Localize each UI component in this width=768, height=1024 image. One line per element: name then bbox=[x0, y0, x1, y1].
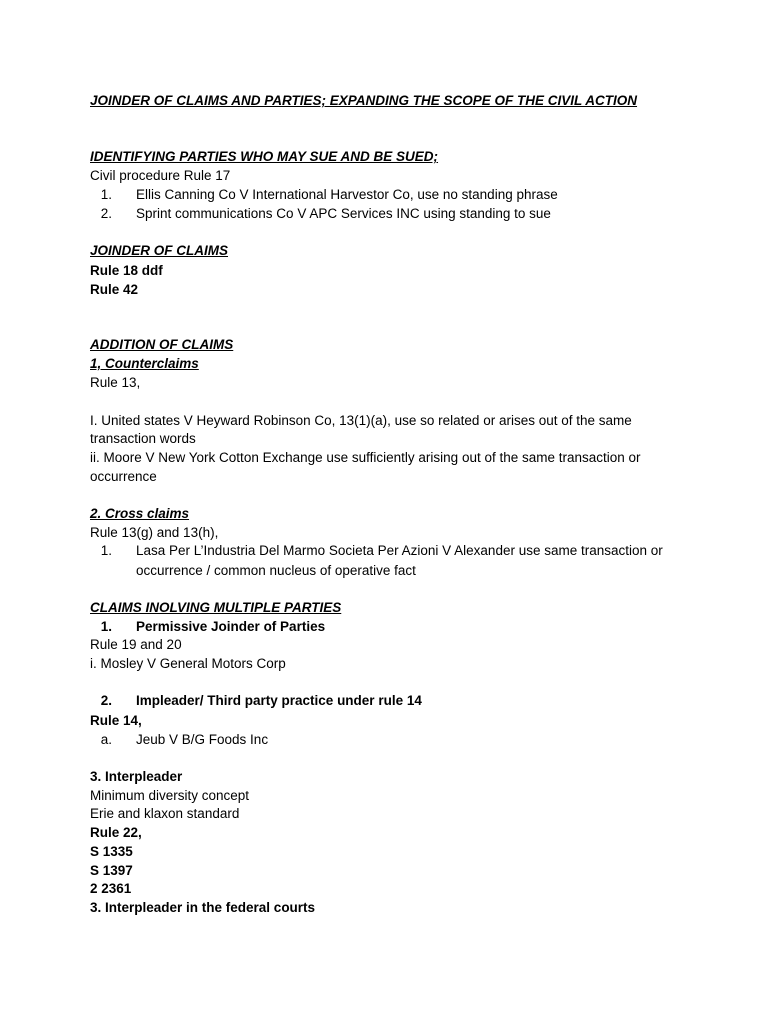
list-item bbox=[90, 186, 690, 204]
list-item bbox=[90, 205, 690, 223]
list-item-text: Ellis Canning Co V International Harvestor Co, use no standing phrase bbox=[136, 187, 558, 202]
document-title: JOINDER OF CLAIMS AND PARTIES; EXPANDING THE SCOPE OF THE CIVIL ACTION bbox=[90, 93, 638, 108]
case-line: I. United states V Heyward Robinson Co, 13(1)(a), use so related or arises out of the same bbox=[90, 413, 632, 428]
rule-line: Rule 13(g) and 13(h), bbox=[90, 525, 219, 540]
subheading-interpleader-federal-courts: 3. Interpleader in the federal courts bbox=[90, 900, 316, 915]
section-heading-addition-of-claims: ADDITION OF CLAIMS bbox=[90, 337, 234, 352]
list-marker: 2. bbox=[100, 693, 112, 708]
subheading-interpleader: 3. Interpleader bbox=[90, 769, 183, 784]
case-line: occurrence bbox=[90, 469, 157, 484]
list-item-text: Lasa Per L’Industria Del Marmo Societa Per Azioni V Alexander use same transaction or bbox=[136, 543, 663, 558]
list-item bbox=[90, 731, 490, 749]
rule-line: S 1397 bbox=[90, 863, 133, 878]
subheading-cross-claims: 2. Cross claims bbox=[90, 506, 190, 521]
section1-line: Civil procedure Rule 17 bbox=[90, 168, 231, 183]
text-line: Minimum diversity concept bbox=[90, 788, 250, 803]
subheading-counterclaims: 1, Counterclaims bbox=[90, 356, 199, 371]
text-line: Erie and klaxon standard bbox=[90, 806, 240, 821]
list-marker: 1. bbox=[100, 619, 112, 634]
list-marker: 2. bbox=[100, 206, 112, 221]
rule-line: Rule 42 bbox=[90, 282, 139, 297]
section-heading-multiple-parties: CLAIMS INOLVING MULTIPLE PARTIES bbox=[90, 600, 342, 615]
list-item-text: Jeub V B/G Foods Inc bbox=[136, 732, 269, 747]
list-item-text: Sprint communications Co V APC Services INC using standing to sue bbox=[136, 206, 551, 221]
list-item bbox=[90, 542, 710, 580]
section-heading-identifying-parties: IDENTIFYING PARTIES WHO MAY SUE AND BE SUED; bbox=[90, 149, 439, 164]
list-item-text: occurrence / common nucleus of operative fact bbox=[136, 563, 416, 578]
section-heading-joinder-of-claims: JOINDER OF CLAIMS bbox=[90, 243, 229, 258]
rule-line: Rule 14, bbox=[90, 713, 142, 728]
list-marker: 1. bbox=[100, 543, 112, 558]
list-item bbox=[90, 692, 490, 710]
rule-line: Rule 22, bbox=[90, 825, 142, 840]
case-line: transaction words bbox=[90, 431, 196, 446]
rule-line: Rule 13, bbox=[90, 375, 141, 390]
subheading-permissive-joinder: Permissive Joinder of Parties bbox=[136, 619, 326, 634]
rule-line: Rule 19 and 20 bbox=[90, 637, 182, 652]
list-item bbox=[90, 618, 490, 636]
case-line: ii. Moore V New York Cotton Exchange use sufficiently arising out of the same transaction or bbox=[90, 450, 641, 465]
subheading-impleader: Impleader/ Third party practice under rule 14 bbox=[136, 693, 422, 708]
list-marker: 1. bbox=[100, 187, 112, 202]
rule-line: S 1335 bbox=[90, 844, 133, 859]
rule-line: 2 2361 bbox=[90, 881, 132, 896]
rule-line: Rule 18 ddf bbox=[90, 263, 163, 278]
list-marker: a. bbox=[100, 732, 112, 747]
case-line: i. Mosley V General Motors Corp bbox=[90, 656, 286, 671]
